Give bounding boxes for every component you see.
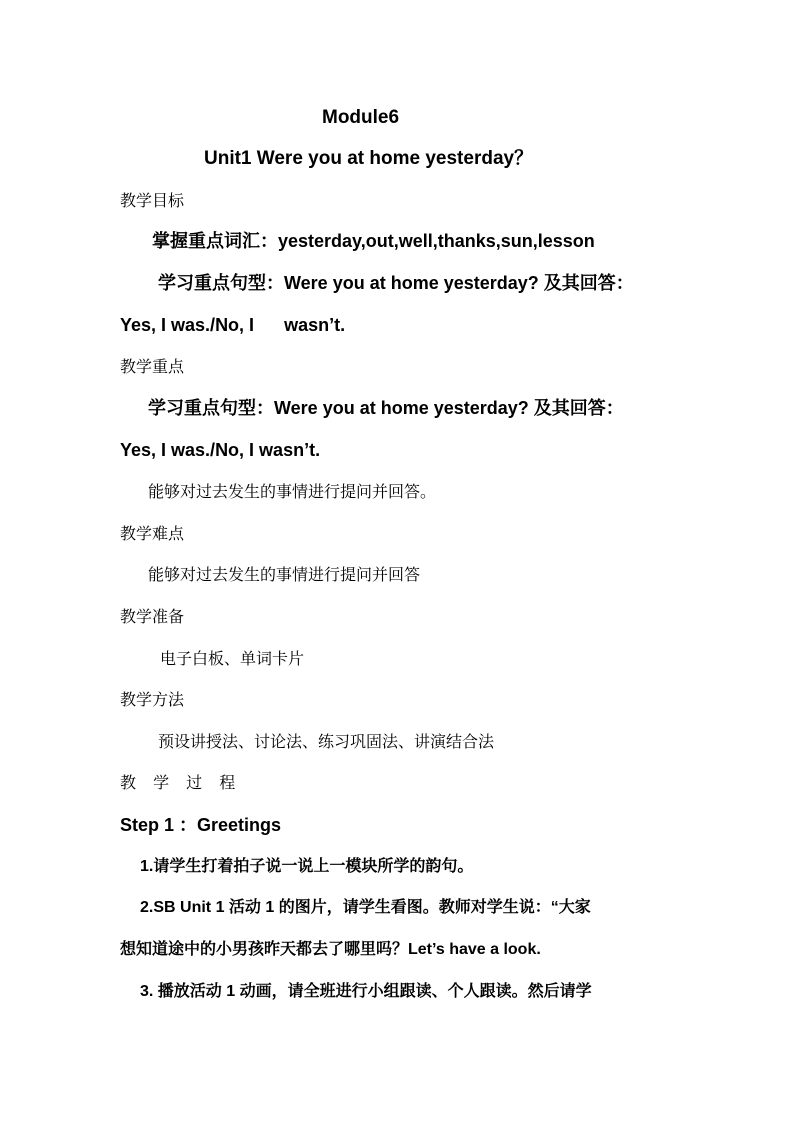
objectives-answer: Yes, I was./No, I wasn’t.	[120, 315, 346, 335]
step1-item-3: 3. 播放活动 1 动画，请全班进行小组跟读、个人跟读。然后请学	[140, 983, 592, 1000]
objectives-pattern: 学习重点句型：Were you at home yesterday? 及其回答：	[158, 273, 634, 293]
methods-heading: 教学方法	[120, 690, 185, 709]
difficulty-text: 能够对过去发生的事情进行提问并回答	[148, 565, 421, 584]
step1-item-1: 1.请学生打着拍子说一说上一模块所学的韵句。	[140, 858, 474, 875]
module-title: Module6	[322, 107, 400, 128]
preparation-heading: 教学准备	[120, 607, 185, 626]
keypoints-ability: 能够对过去发生的事情进行提问并回答。	[148, 482, 437, 501]
process-heading: 教 学 过 程	[120, 773, 236, 792]
step1-item-2-line-2: 想知道途中的小男孩昨天都去了哪里吗？Let’s have a look.	[120, 941, 541, 958]
objectives-heading: 教学目标	[120, 191, 185, 210]
difficulty-heading: 教学难点	[120, 524, 185, 543]
methods-text: 预设讲授法、讨论法、练习巩固法、讲演结合法	[158, 732, 495, 751]
unit-title: Unit1 Were you at home yesterday？	[204, 148, 534, 169]
step1-heading: Step 1 ：Greetings	[120, 815, 282, 835]
keypoints-answer: Yes, I was./No, I wasn’t.	[120, 440, 321, 460]
step1-item-2-line-1: 2.SB Unit 1 活动 1 的图片，请学生看图。教师对学生说：“大家	[140, 899, 591, 916]
keypoints-pattern: 学习重点句型：Were you at home yesterday? 及其回答：	[148, 398, 624, 418]
keypoints-heading: 教学重点	[120, 357, 185, 376]
objectives-vocab: 掌握重点词汇：yesterday,out,well,thanks,sun,lesson	[152, 231, 595, 251]
preparation-text: 电子白板、单词卡片	[160, 649, 305, 668]
